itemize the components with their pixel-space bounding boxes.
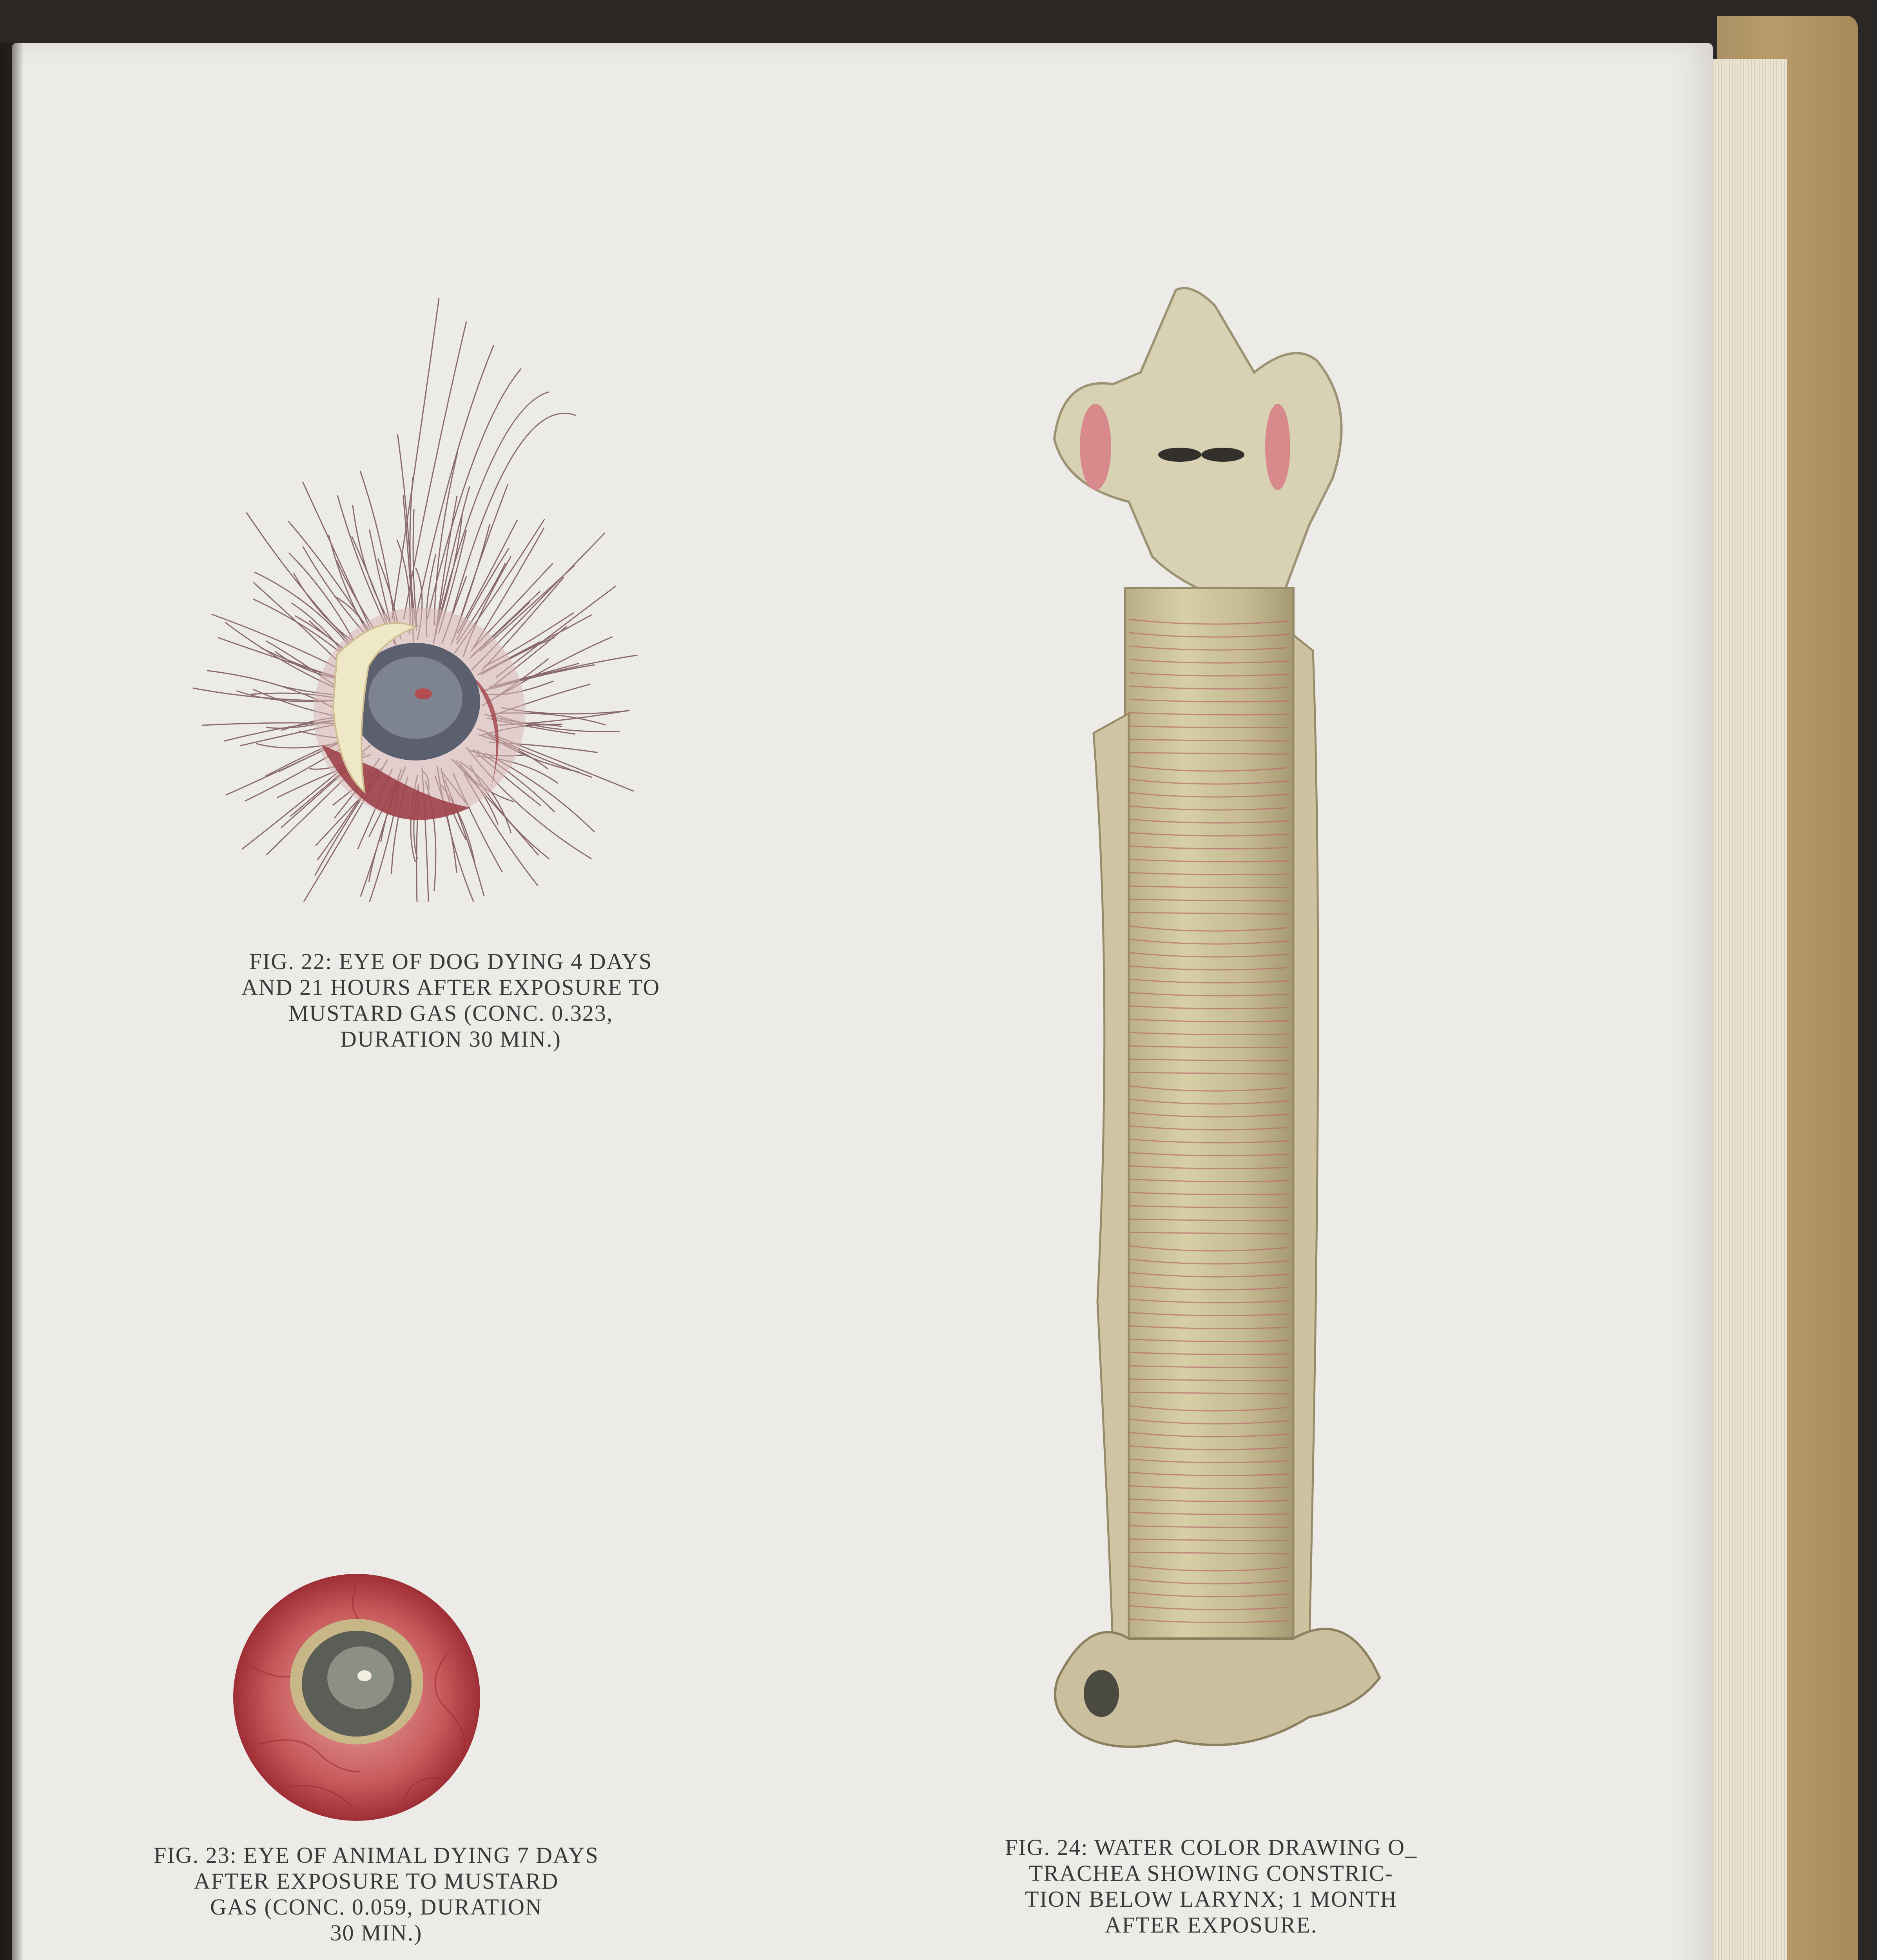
- fig24-base-opening: [1084, 1670, 1119, 1717]
- fig22-long-whisker: [427, 368, 521, 619]
- fig24-trachea-illustration: [1011, 282, 1411, 1791]
- fig24-left-fold: [1080, 404, 1111, 490]
- fig22-caption-line: MUSTARD GAS (CONC. 0.323,: [288, 1000, 613, 1026]
- fig22-pupil-lesion: [415, 688, 432, 699]
- fig24-glottis-right: [1201, 448, 1244, 462]
- fig23-caption-line: AFTER EXPOSURE TO MUSTARD: [194, 1868, 559, 1894]
- gutter-shadow: [0, 43, 24, 1960]
- fig23-caption: [129, 1842, 623, 1946]
- fig24-trachea-tube: [1125, 588, 1293, 1654]
- fig24-caption-line: AFTER EXPOSURE.: [1104, 1912, 1318, 1938]
- fig24-glottis-left: [1158, 448, 1201, 462]
- fig24-caption-line: TRACHEA SHOWING CONSTRIC-: [1029, 1860, 1393, 1886]
- fig22-caption-line: DURATION 30 MIN.): [340, 1026, 561, 1052]
- fig23-caption-line: FIG. 23: EYE OF ANIMAL DYING 7 DAYS: [154, 1842, 599, 1868]
- fig24-caption-line: FIG. 24: WATER COLOR DRAWING O_: [1005, 1835, 1417, 1860]
- fig24-caption-line: TION BELOW LARYNX; 1 MONTH: [1025, 1886, 1397, 1912]
- fig24-caption: [948, 1835, 1474, 1938]
- fig24-right-fold: [1265, 404, 1290, 490]
- fig23-caption-line: GAS (CONC. 0.059, DURATION: [210, 1894, 542, 1920]
- fig22-caption-line: FIG. 22: EYE OF DOG DYING 4 DAYS: [249, 949, 653, 974]
- fig24-right-flap: [1293, 635, 1318, 1654]
- fig22-eye-of-dog-illustration: [172, 274, 666, 902]
- fig23-eye-of-animal-illustration: [227, 1568, 502, 1842]
- fig23-caption-line: 30 MIN.): [330, 1920, 423, 1945]
- fig23-highlight: [357, 1670, 372, 1681]
- fig22-caption: [204, 949, 698, 1052]
- fig24-left-flap: [1094, 713, 1129, 1654]
- fig22-iris: [368, 657, 462, 739]
- fig22-caption-line: AND 21 HOURS AFTER EXPOSURE TO: [241, 975, 660, 1000]
